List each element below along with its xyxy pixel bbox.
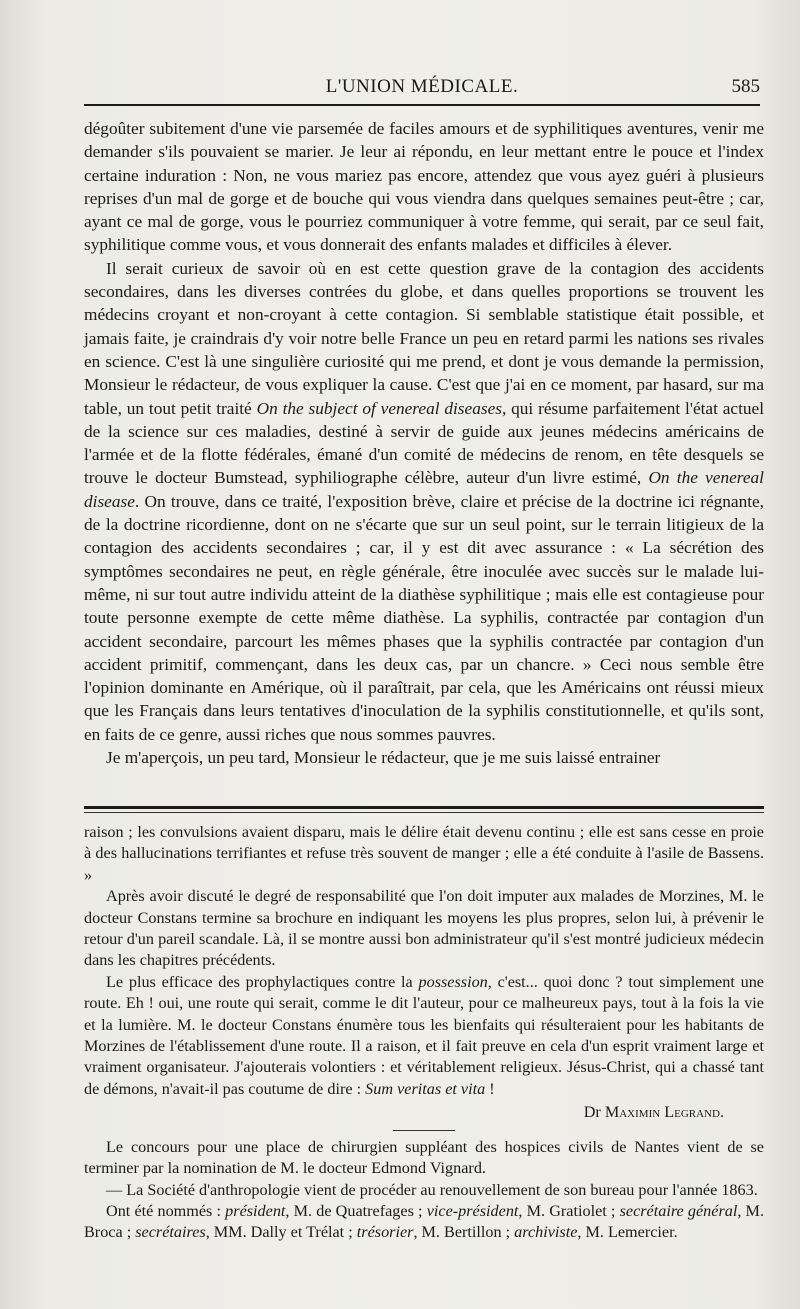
paragraph xyxy=(84,1137,764,1180)
paragraph-text: Le plus efficace des prophylactiques contre la xyxy=(106,972,419,991)
paragraph-text: , c'est... quoi donc ? tout simplement une route. Eh ! oui, une route qui serait, comme le dit l'auteur, pour ce malheureux pays, tout à la fois la vie et la lumière. M. le docteur Constans énumère tous les bienfaits qui résulteraient pour les habitants de Morzines de l'établissement d'une route. Il a raison, et il fait preuve en cela d'un esprit vraiment large et vraiment organisateur. J'ajouterais volontiers : et véritablement religieux. Jésus-Christ, qui a chassé tant de démons, n'avait-il pas coutume de dire : xyxy=(84,972,764,1098)
paragraph-text: Ont été nommés : xyxy=(106,1201,226,1220)
running-title: L'UNION MÉDICALE. xyxy=(325,76,519,97)
section-separator xyxy=(84,806,764,809)
paragraph-text: Le concours pour une place de chirurgien suppléant des hospices civils de Nantes vient de se terminer par la nomination de M. le docteur Edmond Vignard. xyxy=(84,1137,764,1178)
paragraph-text: , M. de Quatrefages ; xyxy=(285,1201,427,1220)
paragraph-text: , M. Broca ; xyxy=(84,1201,764,1242)
paragraph-text: , qui résume parfaitement l'état actuel de la science sur ces maladies, destiné à servir de guide aux jeunes médecins américains de l'armée et de la flotte fédérales, émané d'un comité de médecins de renom, en tête desquels se trouve le docteur Bumstead, syphiliographe célèbre, auteur d'un livre estimé, xyxy=(84,398,765,488)
role-label: archiviste xyxy=(514,1223,578,1242)
role-label: président xyxy=(225,1201,286,1220)
page-number: 585 xyxy=(731,76,760,97)
book-title: On the subject of venereal diseases xyxy=(256,398,502,418)
latin-quote: Sum veritas et vita xyxy=(365,1079,486,1098)
paragraph-text: ! xyxy=(485,1079,495,1098)
role-label: trésorier xyxy=(356,1223,414,1242)
role-label: secrétaires xyxy=(135,1223,206,1242)
book-title: On the venereal disease xyxy=(84,468,764,511)
signature-name: Maximin Legrand. xyxy=(604,1103,724,1122)
signature xyxy=(84,1102,724,1123)
paragraph-text: — La Société d'anthropologie vient de procéder au renouvellement de son bureau pour l'année 1863. xyxy=(106,1180,758,1199)
paragraph-text: , M. Bertillon ; xyxy=(413,1223,515,1242)
paragraph xyxy=(84,886,764,972)
paragraph xyxy=(84,257,764,746)
paragraph xyxy=(84,746,764,769)
paragraph-text: Après avoir discuté le degré de responsabilité que l'on doit imputer aux malades de Morzines, M. le docteur Constans termine sa brochure en indiquant les moyens les plus propres, selon lui, à prévenir le retour d'un pareil scandale. Là, il se montre aussi bon administrateur qu'il s'est montré judicieux médecin dans les chapitres précédents. xyxy=(84,887,764,970)
feuilleton-column xyxy=(84,822,764,1244)
paragraph xyxy=(84,1201,764,1244)
paragraph-text: dégoûter subitement d'une vie parsemée de faciles amours et de syphilitiques aventures, venir me demander s'ils pouvaient se marier. Je leur ai répondu, en leur mettant entre le pouce et l'index certaine induration : Non, ne vous mariez pas encore, attendez que vous ayez guéri à plusieurs reprises d'un mal de gorge et de bouche qui vous viendra dans quelques semaines peut-être ; car, ayant ce mal de gorge, vous le pourriez communiquer à votre femme, qui serait, par ce seul fait, syphilitique comme vous, et vous donnerait des enfants malades et difficiles à élever. xyxy=(84,119,764,255)
section-separator-thin xyxy=(84,812,764,813)
paragraph xyxy=(84,822,764,886)
role-label: secrétaire général xyxy=(619,1201,738,1220)
paragraph xyxy=(84,1180,764,1201)
paragraph-text: , MM. Dally et Trélat ; xyxy=(205,1223,357,1242)
paragraph-text: raison ; les convulsions avaient disparu, mais le délire était devenu continu ; elle est sans cesse en proie à des hallucinations terrifiantes et refuse très souvent de manger ; elle a été conduite à l'asile de Bassens. » xyxy=(84,823,764,884)
short-rule xyxy=(393,1130,455,1131)
page-header xyxy=(84,76,760,100)
paragraph xyxy=(84,972,764,1100)
paragraph-text: , M. Lemercier. xyxy=(577,1223,678,1242)
paragraph-text: , M. Gratiolet ; xyxy=(518,1201,620,1220)
paragraph xyxy=(84,117,764,257)
signature-prefix: Dr xyxy=(583,1103,605,1122)
role-label: vice-président xyxy=(426,1201,519,1220)
main-column xyxy=(84,117,764,769)
paragraph-text: Il serait curieux de savoir où en est cette question grave de la contagion des accidents secondaires, dans les diverses contrées du globe, et dans quelles proportions se trouvent les médecins croyant et non-croyant à cette contagion. Si semblable statistique était possible, et jamais faite, je craindrais d'y voir notre belle France un peu en retard parmi les nations ses rivales en science. C'est là une singulière curiosité qui me prend, et dont je vous demande la permission, Monsieur le rédacteur, de vous expliquer la cause. C'est que j'ai en ce moment, par hasard, sur ma table, un tout petit traité xyxy=(84,258,764,418)
paragraph-text: . On trouve, dans ce traité, l'exposition brève, claire et précise de la doctrine ici régnante, de la doctrine ricordienne, dont on ne s'écarte que sur un seul point, sur le terrain litigieux de la contagion des accidents secondaires ; car, il y est dit avec assurance : « La sécrétion des symptômes secondaires ne peut, en règle générale, être inoculée avec succès sur le malade lui-même, ni sur tout autre individu atteint de la diathèse syphilitique ; mais elle est contagieuse pour toute personne exempte de cette même diathèse. La syphilis, contractée par contagion d'un accident secondaire, parcourt les mêmes phases que la syphilis contractée par contagion d'un accident primitif, commençant, dans les deux cas, par un chancre. » Ceci nous semble être l'opinion dominante en Amérique, où il paraîtrait, par cela, que les Américains ont réussi mieux que les Français dans leurs tentatives d'inoculation de la syphilis constitutionnelle, et qu'ils sont, en faits de ce genre, aussi riches que nous sommes pauvres. xyxy=(84,491,764,744)
header-rule xyxy=(84,104,760,106)
emphasis: possession xyxy=(418,972,488,991)
paragraph-text: Je m'aperçois, un peu tard, Monsieur le rédacteur, que je me suis laissé entrainer xyxy=(106,748,661,768)
